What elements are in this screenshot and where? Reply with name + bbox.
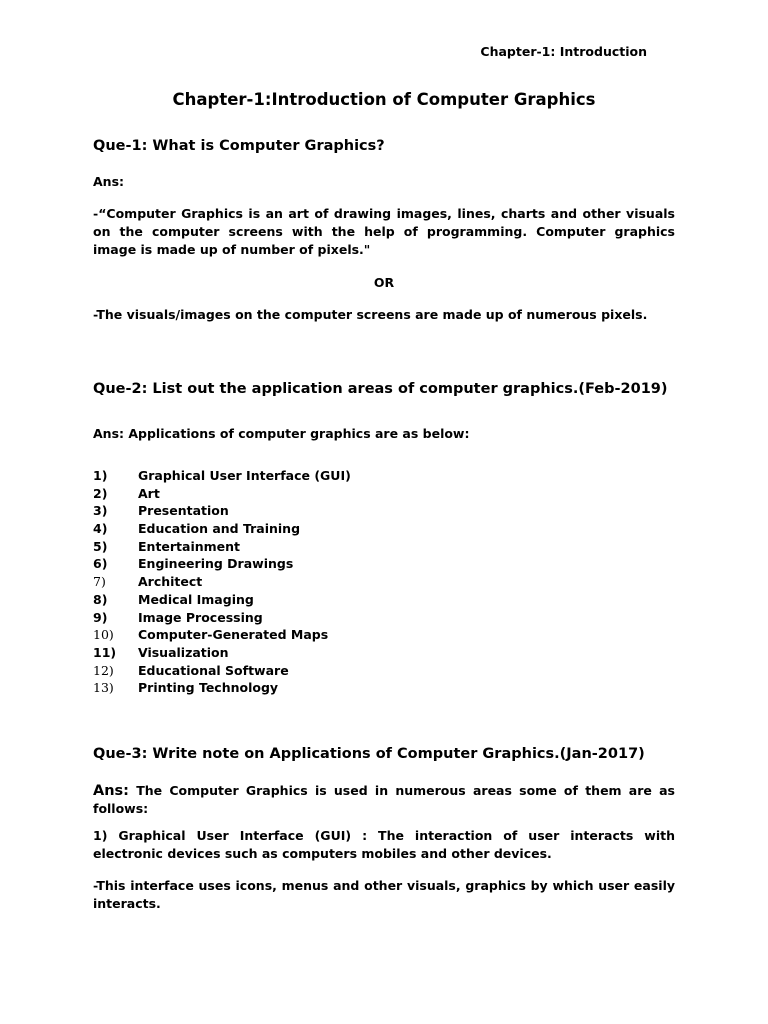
or-separator: OR xyxy=(373,275,395,290)
list-item-label: Computer-Generated Maps xyxy=(138,627,329,643)
application-areas-list xyxy=(93,467,351,697)
list-item xyxy=(93,609,351,627)
list-item-label: Art xyxy=(138,485,160,501)
question-1-heading: Que-1: What is Computer Graphics? xyxy=(93,138,385,154)
list-item-label: Presentation xyxy=(138,503,229,519)
list-item xyxy=(93,502,351,520)
question-1-alternative: -The visuals/images on the computer screens are made up of numerous pixels. xyxy=(93,307,648,322)
list-item-number: 12) xyxy=(93,662,114,678)
question-2-heading: Que-2: List out the application areas of computer graphics.(Feb-2019) xyxy=(93,381,668,397)
list-item xyxy=(93,555,351,573)
list-item-number: 10) xyxy=(93,627,114,643)
list-item xyxy=(93,538,351,556)
list-item xyxy=(93,644,351,662)
list-item-number: 6) xyxy=(93,556,108,572)
list-item-label: Visualization xyxy=(138,644,229,660)
running-header: Chapter-1: Introduction xyxy=(480,44,647,59)
list-item xyxy=(93,662,351,680)
list-item xyxy=(93,591,351,609)
question-3-answer-label: Ans: xyxy=(93,783,129,799)
list-item-label: Educational Software xyxy=(138,662,289,678)
question-3-answer-intro-line xyxy=(93,782,675,818)
gui-note: -This interface uses icons, menus and other visuals, graphics by which user easily interacts. xyxy=(93,878,675,911)
list-item-number: 7) xyxy=(93,574,106,590)
list-item-number: 11) xyxy=(93,644,117,660)
list-item-number: 1) xyxy=(93,468,108,483)
gui-paragraph: 1) Graphical User Interface (GUI) : The interaction of user interacts with electronic devices such as computers mobiles and other devices. xyxy=(93,828,675,861)
list-item-label: Image Processing xyxy=(138,609,263,625)
list-item-label: Education and Training xyxy=(138,521,301,537)
list-item-number: 5) xyxy=(93,538,108,554)
list-item-label: Engineering Drawings xyxy=(138,556,294,572)
list-item xyxy=(93,520,351,538)
question-3-heading: Que-3: Write note on Applications of Computer Graphics.(Jan-2017) xyxy=(93,746,645,762)
list-item-label: Medical Imaging xyxy=(138,591,254,607)
list-item xyxy=(93,485,351,503)
question-2-answer-intro: Ans: Applications of computer graphics are as below: xyxy=(93,426,470,441)
list-item-number: 8) xyxy=(93,591,108,607)
list-item-label: Architect xyxy=(138,574,203,590)
list-item-number: 13) xyxy=(93,680,114,696)
list-item xyxy=(93,467,351,485)
list-item xyxy=(93,679,351,697)
question-3-answer-intro: The Computer Graphics is used in numerous areas some of them are as follows: xyxy=(93,783,675,816)
list-item xyxy=(93,626,351,644)
list-item-number: 3) xyxy=(93,503,108,519)
list-item xyxy=(93,573,351,591)
question-1-definition: -“Computer Graphics is an art of drawing images, lines, charts and other visuals on the computer screens with the help of programming. Computer graphics image is made up of number of pixels." xyxy=(93,206,675,257)
page-title: Chapter-1:Introduction of Computer Graphics xyxy=(172,90,596,109)
list-item-label: Entertainment xyxy=(138,538,241,554)
question-1-answer-label: Ans: xyxy=(93,174,125,189)
list-item-label: Graphical User Interface (GUI) xyxy=(138,468,351,483)
list-item-number: 2) xyxy=(93,485,108,501)
list-item-number: 9) xyxy=(93,609,108,625)
list-item-label: Printing Technology xyxy=(138,680,279,696)
list-item-number: 4) xyxy=(93,521,108,537)
